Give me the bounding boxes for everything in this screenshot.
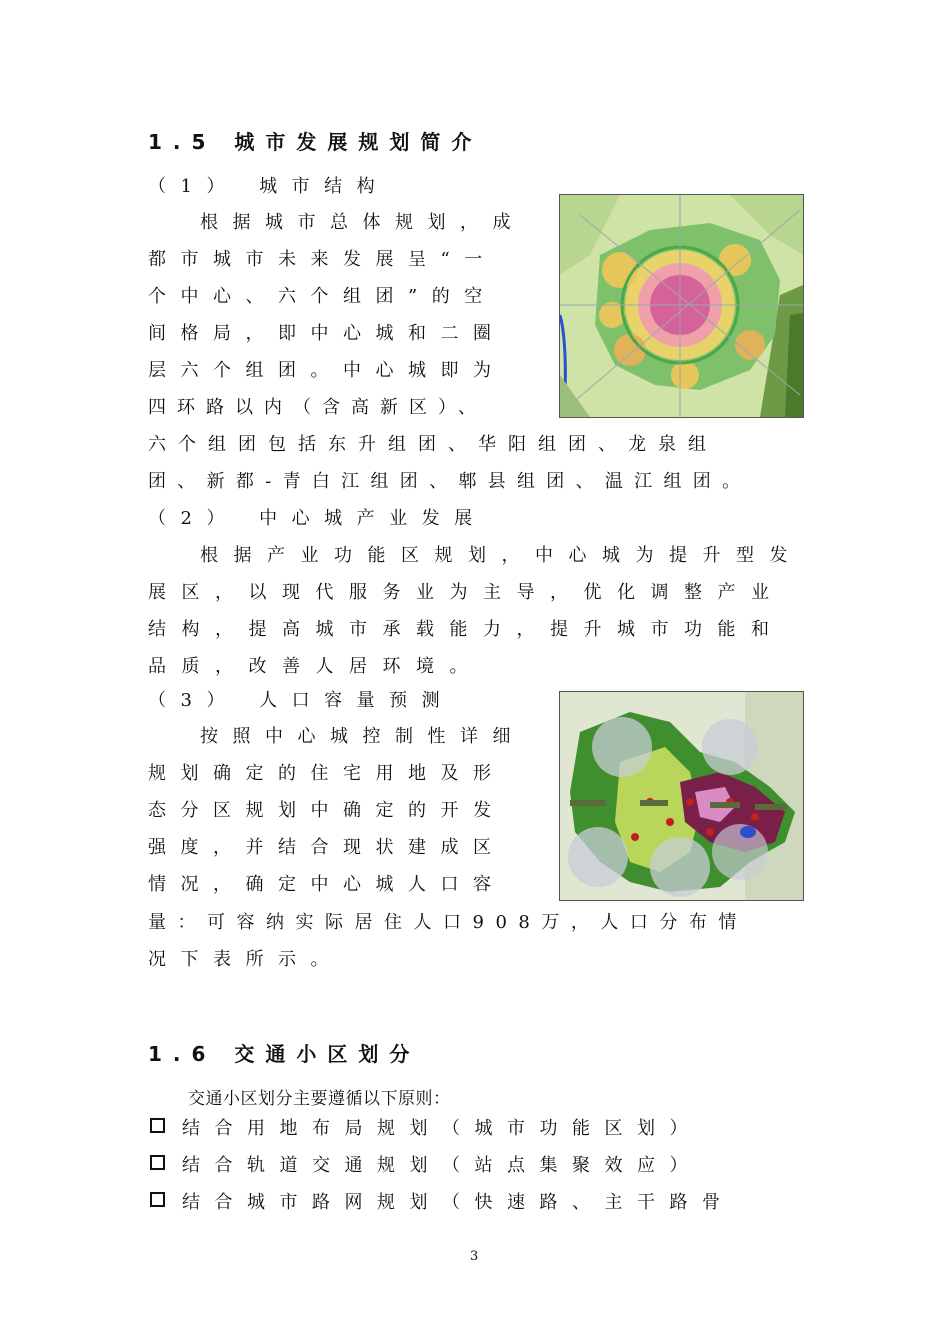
paragraph-line: 按照中心城控制性详细 bbox=[200, 726, 525, 747]
paragraph-line: 况下表所示。 bbox=[148, 949, 343, 970]
paragraph-line: 品质，改善人居环境。 bbox=[148, 656, 483, 677]
paragraph-line: 层六个组团。中心城即为 bbox=[148, 360, 506, 381]
checkbox-bullet-icon bbox=[150, 1192, 165, 1207]
paragraph-line: 量：可容纳实际居住人口908万，人口分布情 bbox=[148, 912, 748, 933]
section-heading-1-6: 1.6 交通小区划分 bbox=[148, 1042, 421, 1066]
paragraph-line: 六个组团包括东升组团、华阳组团、龙泉组 bbox=[148, 434, 718, 455]
paragraph-line: 展区，以现代服务业为主导，优化调整产业 bbox=[148, 582, 785, 603]
checkbox-bullet-icon bbox=[150, 1155, 165, 1170]
paragraph-line: 团、新都-青白江组团、郫县组团、温江组团。 bbox=[148, 471, 752, 492]
population-distribution-map bbox=[559, 691, 804, 901]
paragraph-line: 都市城市未来发展呈“一 bbox=[148, 249, 497, 270]
paragraph-line: 根据城市总体规划，成 bbox=[200, 212, 525, 233]
paragraph-line: 间格局，即中心城和二圈 bbox=[148, 323, 506, 344]
paragraph-line: 态分区规划中确定的开发 bbox=[148, 800, 506, 821]
paragraph-line: 规划确定的住宅用地及形 bbox=[148, 763, 506, 784]
checkbox-bullet-icon bbox=[150, 1118, 165, 1133]
subheading-industry: （2） 中心城产业发展 bbox=[148, 508, 487, 529]
city-structure-map bbox=[559, 194, 804, 418]
paragraph-line: 结构，提高城市承载能力，提升城市功能和 bbox=[148, 619, 785, 640]
bullet-item: 结合用地布局规划（城市功能区划） bbox=[182, 1118, 702, 1139]
intro-text: 交通小区划分主要遵循以下原则： bbox=[188, 1089, 451, 1109]
paragraph-line: 四环路以内（含高新区）、 bbox=[148, 397, 487, 418]
bullet-item: 结合城市路网规划（快速路、主干路骨 bbox=[182, 1192, 735, 1213]
bullet-item: 结合轨道交通规划（站点集聚效应） bbox=[182, 1155, 702, 1176]
subheading-population: （3） 人口容量预测 bbox=[148, 690, 455, 711]
paragraph-line: 个中心、六个组团”的空 bbox=[148, 286, 497, 307]
page-number: 3 bbox=[470, 1249, 479, 1264]
section-heading-1-5: 1.5 城市发展规划简介 bbox=[148, 130, 483, 154]
paragraph-line: 强度，并结合现状建成区 bbox=[148, 837, 506, 858]
paragraph-line: 根据产业功能区规划，中心城为提升型发 bbox=[200, 545, 803, 566]
subheading-city-structure: （1） 城市结构 bbox=[148, 176, 390, 197]
paragraph-line: 情况，确定中心城人口容 bbox=[148, 874, 506, 895]
